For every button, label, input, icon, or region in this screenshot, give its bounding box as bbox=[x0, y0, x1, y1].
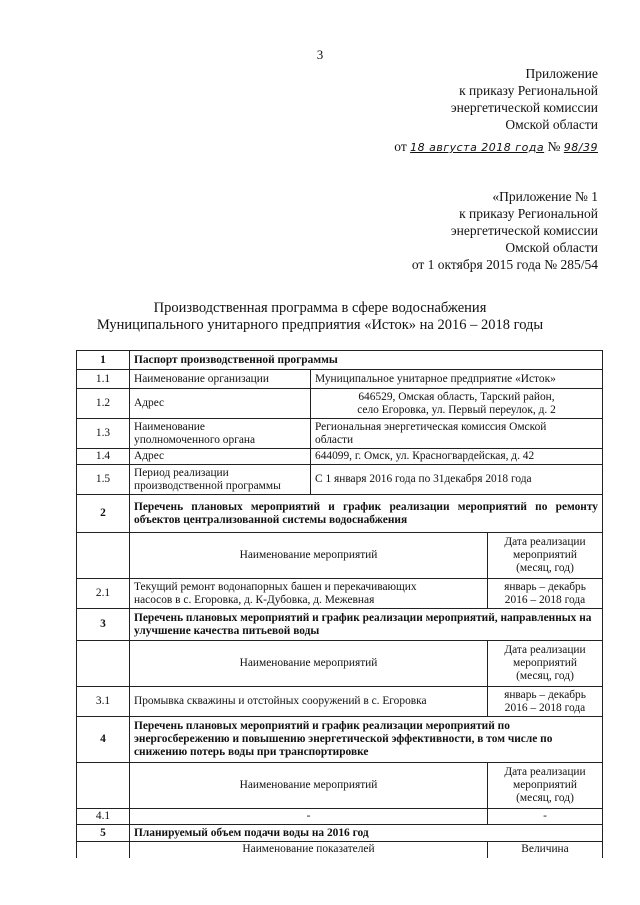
label-line: производственной программы bbox=[134, 479, 281, 492]
row-label bbox=[130, 465, 311, 495]
activity-date bbox=[488, 687, 603, 717]
row-value bbox=[311, 389, 603, 419]
row-number: 2.1 bbox=[77, 579, 130, 609]
section-number: 1 bbox=[77, 351, 130, 370]
row-value bbox=[311, 419, 603, 449]
text-line: насосов в с. Егоровка, д. К-Дубовка, д. Межевная bbox=[134, 593, 375, 606]
empty-cell bbox=[77, 842, 130, 858]
header-name: Наименование мероприятий bbox=[130, 641, 488, 687]
section-number: 3 bbox=[77, 609, 130, 641]
appendix-line: к приказу Региональной bbox=[459, 206, 598, 221]
header-date-line: Дата реализации bbox=[504, 766, 586, 778]
appendix-date-line bbox=[394, 138, 598, 156]
column-header-row bbox=[77, 533, 603, 579]
appendix-line: энергетической комиссии bbox=[450, 223, 598, 238]
activity-text: - bbox=[130, 809, 488, 825]
row-value: 644099, г. Омск, ул. Красногвардейская, д. 42 bbox=[311, 449, 603, 465]
row-value: С 1 января 2016 года по 31декабря 2018 года bbox=[311, 465, 603, 495]
table-row bbox=[77, 389, 603, 419]
column-header-row bbox=[77, 641, 603, 687]
row-number: 1.3 bbox=[77, 419, 130, 449]
header-date bbox=[488, 533, 603, 579]
header-date bbox=[488, 641, 603, 687]
section-row bbox=[77, 717, 603, 763]
page-number: 3 bbox=[316, 47, 324, 62]
table-row bbox=[77, 370, 603, 389]
value-line: Региональная энергетическая комиссия Омской bbox=[315, 420, 547, 433]
date-line: 2016 – 2018 года bbox=[504, 701, 586, 714]
header-date-line: мероприятий bbox=[513, 779, 577, 791]
header-date-line: Дата реализации bbox=[504, 536, 586, 548]
section-number: 4 bbox=[77, 717, 130, 763]
row-number: 1.2 bbox=[77, 389, 130, 419]
section-title: Перечень плановых мероприятий и график реализации мероприятий, направленных на улучшение качества питьевой воды bbox=[130, 609, 603, 641]
table-row bbox=[77, 465, 603, 495]
label-line: Наименование bbox=[134, 420, 205, 433]
row-label: Адрес bbox=[130, 389, 311, 419]
date-prefix: от bbox=[394, 139, 407, 154]
table-row bbox=[77, 419, 603, 449]
label-line: Период реализации bbox=[134, 466, 229, 479]
appendix-header bbox=[394, 65, 598, 156]
header-value: Величина bbox=[488, 842, 603, 858]
row-number: 1.1 bbox=[77, 370, 130, 389]
header-date-line: (месяц, год) bbox=[516, 562, 574, 574]
section-title: Паспорт производственной программы bbox=[130, 351, 603, 370]
text-line: Текущий ремонт водонапорных башен и перекачивающих bbox=[134, 580, 417, 593]
section-row bbox=[77, 609, 603, 641]
row-label: Наименование организации bbox=[130, 370, 311, 389]
handwritten-number: 98/39 bbox=[563, 141, 598, 154]
value-line: 646529, Омская область, Тарский район, bbox=[358, 390, 555, 403]
table-row bbox=[77, 579, 603, 609]
value-line: село Егоровка, ул. Первый переулок, д. 2 bbox=[357, 403, 556, 416]
activity-text bbox=[130, 579, 488, 609]
header-date bbox=[488, 763, 603, 809]
section-row bbox=[77, 351, 603, 370]
appendix-line: Омской области bbox=[505, 240, 598, 255]
table-row bbox=[77, 687, 603, 717]
activity-text: Промывка скважины и отстойных сооружений в с. Егоровка bbox=[130, 687, 488, 717]
header-indicator-name: Наименование показателей bbox=[130, 842, 488, 858]
row-number: 4.1 bbox=[77, 809, 130, 825]
section-number: 2 bbox=[77, 495, 130, 533]
header-date-line: (месяц, год) bbox=[516, 670, 574, 682]
table-row bbox=[77, 809, 603, 825]
title-line: Муниципального унитарного предприятия «Исток» на 2016 – 2018 годы bbox=[96, 317, 544, 333]
header-date-line: мероприятий bbox=[513, 549, 577, 561]
value-line: области bbox=[315, 433, 354, 446]
empty-cell bbox=[77, 763, 130, 809]
header-name: Наименование мероприятий bbox=[130, 763, 488, 809]
header-date-line: Дата реализации bbox=[504, 644, 586, 656]
appendix-line: к приказу Региональной bbox=[459, 83, 598, 98]
section-number: 5 bbox=[77, 825, 130, 842]
date-line: январь – декабрь bbox=[504, 580, 586, 593]
handwritten-date: 18 августа 2018 года bbox=[410, 141, 545, 154]
header-date-line: (месяц, год) bbox=[516, 792, 574, 804]
header-name: Наименование мероприятий bbox=[130, 533, 488, 579]
document-title bbox=[0, 300, 640, 334]
number-label: № bbox=[547, 139, 561, 154]
title-line: Производственная программа в сфере водоснабжения bbox=[153, 300, 487, 316]
section-title: Перечень плановых мероприятий и график реализации мероприятий по энергосбережению и повышению энергетической эффективности, в том числе по снижению потерь воды при транспортировке bbox=[130, 717, 603, 763]
row-label: Адрес bbox=[130, 449, 311, 465]
empty-cell bbox=[77, 641, 130, 687]
date-line: 2016 – 2018 года bbox=[504, 593, 586, 606]
section-title: Планируемый объем подачи воды на 2016 год bbox=[130, 825, 603, 842]
section-row bbox=[77, 825, 603, 842]
original-appendix-header bbox=[412, 188, 598, 273]
appendix-line: Омской области bbox=[505, 117, 598, 132]
table-row bbox=[77, 449, 603, 465]
appendix-line: от 1 октября 2015 года № 285/54 bbox=[411, 257, 598, 272]
appendix-line: энергетической комиссии bbox=[450, 100, 598, 115]
date-line: январь – декабрь bbox=[504, 688, 586, 701]
activity-date bbox=[488, 579, 603, 609]
row-number: 1.5 bbox=[77, 465, 130, 495]
row-number: 1.4 bbox=[77, 449, 130, 465]
activity-date: - bbox=[488, 809, 603, 825]
row-value: Муниципальное унитарное предприятие «Исток» bbox=[311, 370, 603, 389]
column-header-row bbox=[77, 763, 603, 809]
column-header-row bbox=[77, 842, 603, 858]
appendix-line: «Приложение № 1 bbox=[492, 189, 598, 204]
row-label bbox=[130, 419, 311, 449]
section-row bbox=[77, 495, 603, 533]
section-title: Перечень плановых мероприятий и график реализации мероприятий по ремонту объектов централизованной системы водоснабжения bbox=[130, 495, 603, 533]
label-line: уполномоченного органа bbox=[134, 433, 256, 446]
header-date-line: мероприятий bbox=[513, 657, 577, 669]
appendix-line: Приложение bbox=[525, 66, 598, 81]
empty-cell bbox=[77, 533, 130, 579]
program-table bbox=[76, 350, 603, 858]
row-number: 3.1 bbox=[77, 687, 130, 717]
